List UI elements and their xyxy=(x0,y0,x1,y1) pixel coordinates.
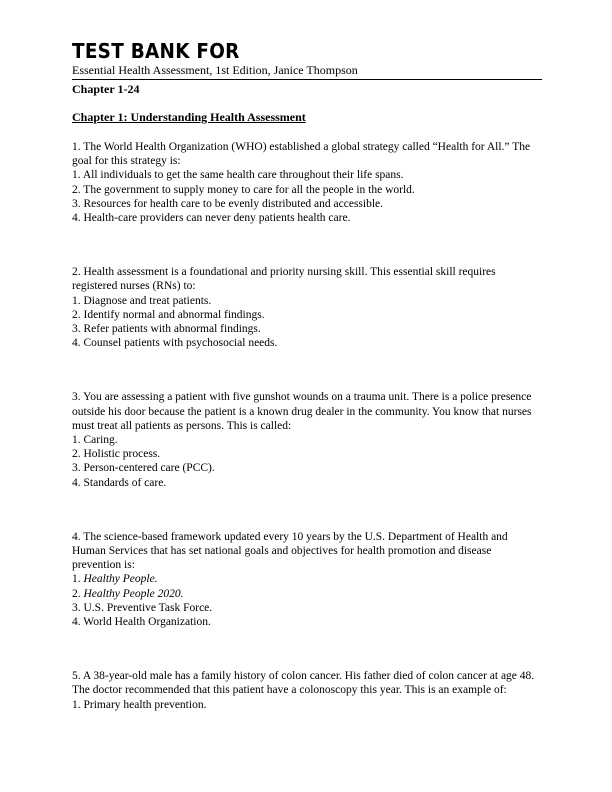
option-text-italic: Healthy People 2020. xyxy=(83,587,184,600)
header-divider xyxy=(72,79,542,80)
option-number: 2. xyxy=(72,587,84,600)
document-title: TEST BANK FOR xyxy=(72,39,240,63)
answer-option: 2. The government to supply money to care for all the people in the world. xyxy=(72,183,415,196)
question-stem: 4. The science-based framework updated every 10 years by the U.S. Department of Health and Human Services that has set national goals and objectives for health promotion and disease prevention is: xyxy=(72,530,508,572)
answer-option: 3. Resources for health care to be evenly distributed and accessible. xyxy=(72,197,384,210)
chapter-heading: Chapter 1: Understanding Health Assessment xyxy=(72,110,306,124)
option-number: 1. xyxy=(72,573,84,586)
answer-option: 4. Standards of care. xyxy=(72,476,167,489)
answer-option: 3. U.S. Preventive Task Force. xyxy=(72,601,213,614)
question-5 xyxy=(72,669,542,712)
question-stem: 1. The World Health Organization (WHO) established a global strategy called “Health for All.” The goal for this strategy is: xyxy=(72,141,531,168)
answer-option: 4. World Health Organization. xyxy=(72,616,211,629)
answer-option: 1. All individuals to get the same health care throughout their life spans. xyxy=(72,169,404,182)
answer-option xyxy=(72,572,542,586)
answer-option: 1. Primary health prevention. xyxy=(72,698,207,711)
answer-option xyxy=(72,587,542,601)
question-2 xyxy=(72,265,542,350)
question-stem: 2. Health assessment is a foundational and priority nursing skill. This essential skill requires registered nurses (RNs) to: xyxy=(72,266,496,293)
document-page xyxy=(72,40,542,712)
document-subtitle: Essential Health Assessment, 1st Edition, Janice Thompson xyxy=(72,63,358,77)
question-1 xyxy=(72,140,542,225)
answer-option: 2. Holistic process. xyxy=(72,448,161,461)
answer-option: 1. Diagnose and treat patients. xyxy=(72,294,212,307)
answer-option: 3. Person-centered care (PCC). xyxy=(72,462,215,475)
question-stem: 3. You are assessing a patient with five gunshot wounds on a trauma unit. There is a police presence outside his door because the patient is a known drug dealer in the community. You know that nurses must treat all patients as persons. This is called: xyxy=(72,391,532,432)
option-text-italic: Healthy People. xyxy=(83,573,158,586)
chapter-range: Chapter 1-24 xyxy=(72,82,140,96)
question-3 xyxy=(72,390,542,489)
answer-option: 3. Refer patients with abnormal findings. xyxy=(72,323,261,336)
answer-option: 4. Health-care providers can never deny patients health care. xyxy=(72,212,351,225)
answer-option: 1. Caring. xyxy=(72,434,118,447)
answer-option: 2. Identify normal and abnormal findings. xyxy=(72,308,265,321)
answer-option: 4. Counsel patients with psychosocial needs. xyxy=(72,337,278,350)
question-4 xyxy=(72,530,542,629)
question-stem: 5. A 38-year-old male has a family history of colon cancer. His father died of colon cancer at age 48. The doctor recommended that this patient have a colonoscopy this year. This is an example of: xyxy=(72,670,535,697)
